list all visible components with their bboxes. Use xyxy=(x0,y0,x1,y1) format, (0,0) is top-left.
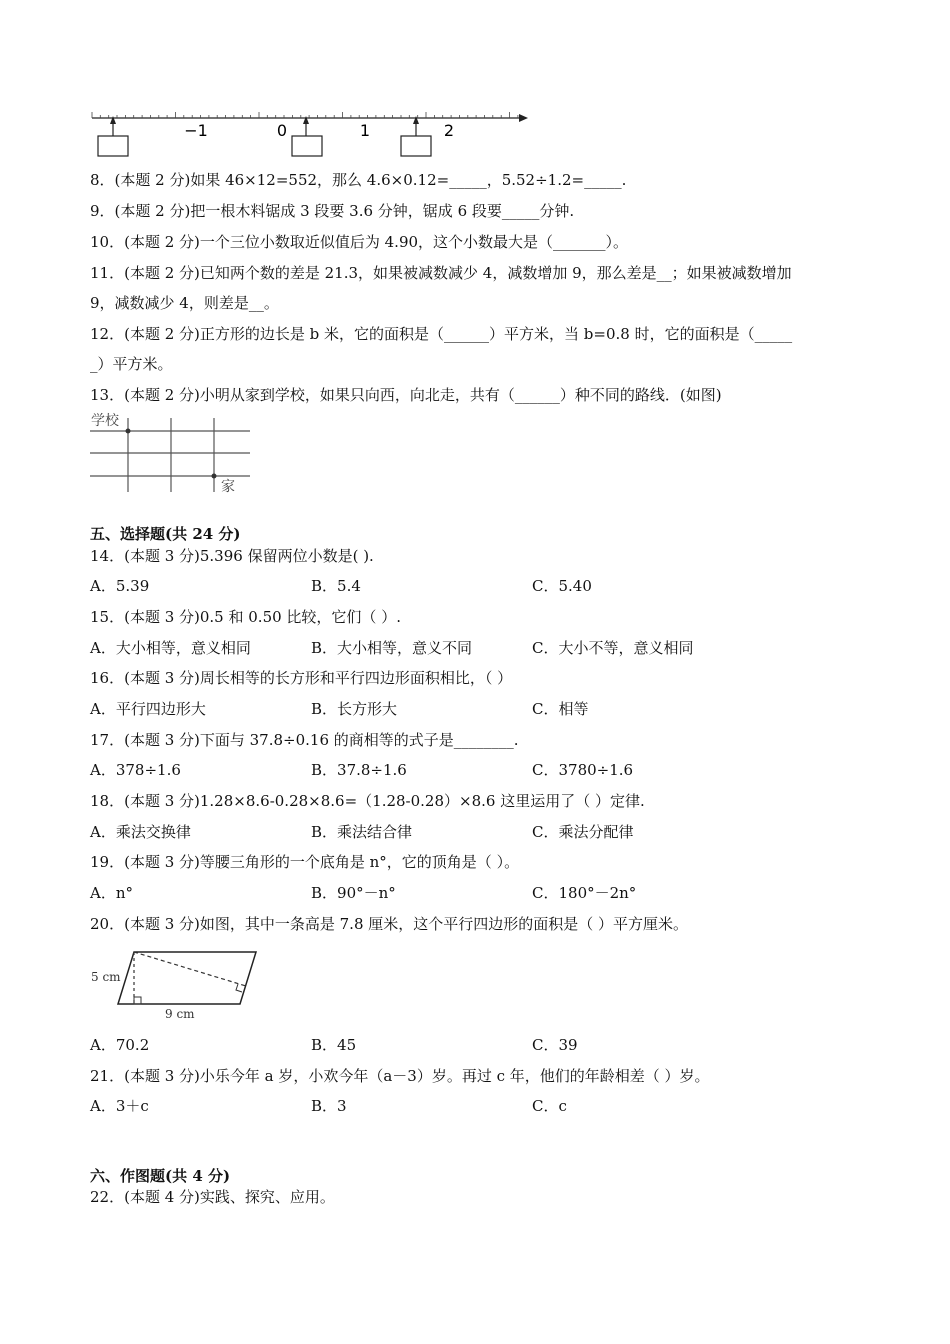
q20-option-c[interactable]: C．39 xyxy=(532,1036,578,1054)
q19-option-c[interactable]: C．180°－2n° xyxy=(532,884,637,902)
q20-option-b[interactable]: B．45 xyxy=(311,1036,357,1054)
q17-option-c[interactable]: C．3780÷1.6 xyxy=(532,761,634,779)
diagonal-height-line xyxy=(134,952,246,986)
q21-option-c[interactable]: C．c xyxy=(532,1097,567,1115)
number-line-ticks xyxy=(92,112,518,118)
side-length-label: 5 cm xyxy=(91,970,121,984)
q15-option-b[interactable]: B．大小相等，意义不同 xyxy=(311,639,473,657)
question-17: 17．(本题 3 分)下面与 37.8÷0.16 的商相等的式子是________. xyxy=(90,731,519,749)
question-21: 21．(本题 3 分)小乐今年 a 岁，小欢今年（a－3）岁。再过 c 年，他们的年龄相差（ ）岁。 xyxy=(90,1067,710,1085)
q18-option-c[interactable]: C．乘法分配律 xyxy=(532,823,634,841)
school-label: 学校 xyxy=(91,413,119,429)
route-grid-figure xyxy=(88,408,258,498)
question-18: 18．(本题 3 分)1.28×8.6-0.28×8.6=（1.28-0.28）×8.6 这里运用了（ ）定律. xyxy=(90,792,645,810)
q21-option-b[interactable]: B．3 xyxy=(311,1097,347,1115)
home-point xyxy=(212,474,217,479)
parallelogram-figure xyxy=(88,944,288,1024)
answer-box xyxy=(401,136,431,156)
answer-box xyxy=(292,136,322,156)
q14-option-c[interactable]: C．5.40 xyxy=(532,577,592,595)
question-14: 14．(本题 3 分)5.396 保留两位小数是( ). xyxy=(90,547,374,565)
question-19: 19．(本题 3 分)等腰三角形的一个底角是 n°，它的顶角是（ ）。 xyxy=(90,853,520,871)
q16-option-c[interactable]: C．相等 xyxy=(532,700,589,718)
question-11-line2: 9，减数减少 4，则差是__。 xyxy=(90,294,279,312)
q15-option-a[interactable]: A．大小相等，意义相同 xyxy=(90,639,251,657)
q14-option-a[interactable]: A．5.39 xyxy=(90,577,150,595)
q19-option-a[interactable]: A．n° xyxy=(90,884,133,902)
question-12-line1: 12．(本题 2 分)正方形的边长是 b 米，它的面积是（______）平方米，当 b=0.8 时，它的面积是（_____ xyxy=(90,325,793,343)
section-5-title: 五、选择题(共 24 分) xyxy=(90,525,241,543)
q14-option-b[interactable]: B．5.4 xyxy=(311,577,361,595)
question-12-line2: _）平方米。 xyxy=(90,355,173,373)
base-length-label: 9 cm xyxy=(165,1007,195,1021)
question-8: 8．(本题 2 分)如果 46×12=552，那么 4.6×0.12=_____，5.52÷1.2=_____. xyxy=(90,171,627,189)
right-angle-mark xyxy=(134,997,141,1004)
question-16: 16．(本题 3 分)周长相等的长方形和平行四边形面积相比，（ ） xyxy=(90,669,513,687)
question-11-line1: 11．(本题 2 分)已知两个数的差是 21.3，如果被减数减少 4，减数增加 9，那么差是__；如果被减数增加 xyxy=(90,264,792,282)
school-point xyxy=(126,429,131,434)
q15-option-c[interactable]: C．大小不等，意义相同 xyxy=(532,639,694,657)
question-15: 15．(本题 3 分)0.5 和 0.50 比较，它们（ ）. xyxy=(90,608,401,626)
question-22: 22．(本题 4 分)实践、探究、应用。 xyxy=(90,1188,335,1206)
answer-box xyxy=(98,136,128,156)
question-9: 9．(本题 2 分)把一根木料锯成 3 段要 3.6 分钟，锯成 6 段要_____分钟. xyxy=(90,202,575,220)
q16-option-a[interactable]: A．平行四边形大 xyxy=(90,700,206,718)
q16-option-b[interactable]: B．长方形大 xyxy=(311,700,398,718)
tick-label-0: 0 xyxy=(276,121,288,140)
parallelogram-shape xyxy=(118,952,256,1004)
q19-option-b[interactable]: B．90°－n° xyxy=(311,884,396,902)
question-10: 10．(本题 2 分)一个三位小数取近似值后为 4.90，这个小数最大是（_______）。 xyxy=(90,233,629,251)
q18-option-a[interactable]: A．乘法交换律 xyxy=(90,823,191,841)
pointer-arrow-icon xyxy=(303,116,309,124)
home-label: 家 xyxy=(221,479,235,495)
right-angle-mark xyxy=(236,984,242,992)
q20-option-a[interactable]: A．70.2 xyxy=(90,1036,150,1054)
number-line-arrow-icon xyxy=(519,114,528,122)
q21-option-a[interactable]: A．3＋c xyxy=(90,1097,149,1115)
question-20: 20．(本题 3 分)如图，其中一条高是 7.8 厘米，这个平行四边形的面积是（ ）平方厘米。 xyxy=(90,915,689,933)
tick-label-neg1: −1 xyxy=(184,121,208,140)
pointer-arrow-icon xyxy=(110,116,116,124)
tick-label-1: 1 xyxy=(359,121,371,140)
q17-option-b[interactable]: B．37.8÷1.6 xyxy=(311,761,407,779)
question-13: 13．(本题 2 分)小明从家到学校，如果只向西，向北走，共有（______）种不同的路线．(如图) xyxy=(90,386,722,404)
tick-label-2: 2 xyxy=(443,121,455,140)
section-6-title: 六、作图题(共 4 分) xyxy=(90,1167,231,1185)
q17-option-a[interactable]: A．378÷1.6 xyxy=(90,761,181,779)
q18-option-b[interactable]: B．乘法结合律 xyxy=(311,823,413,841)
number-line-figure xyxy=(0,0,950,170)
